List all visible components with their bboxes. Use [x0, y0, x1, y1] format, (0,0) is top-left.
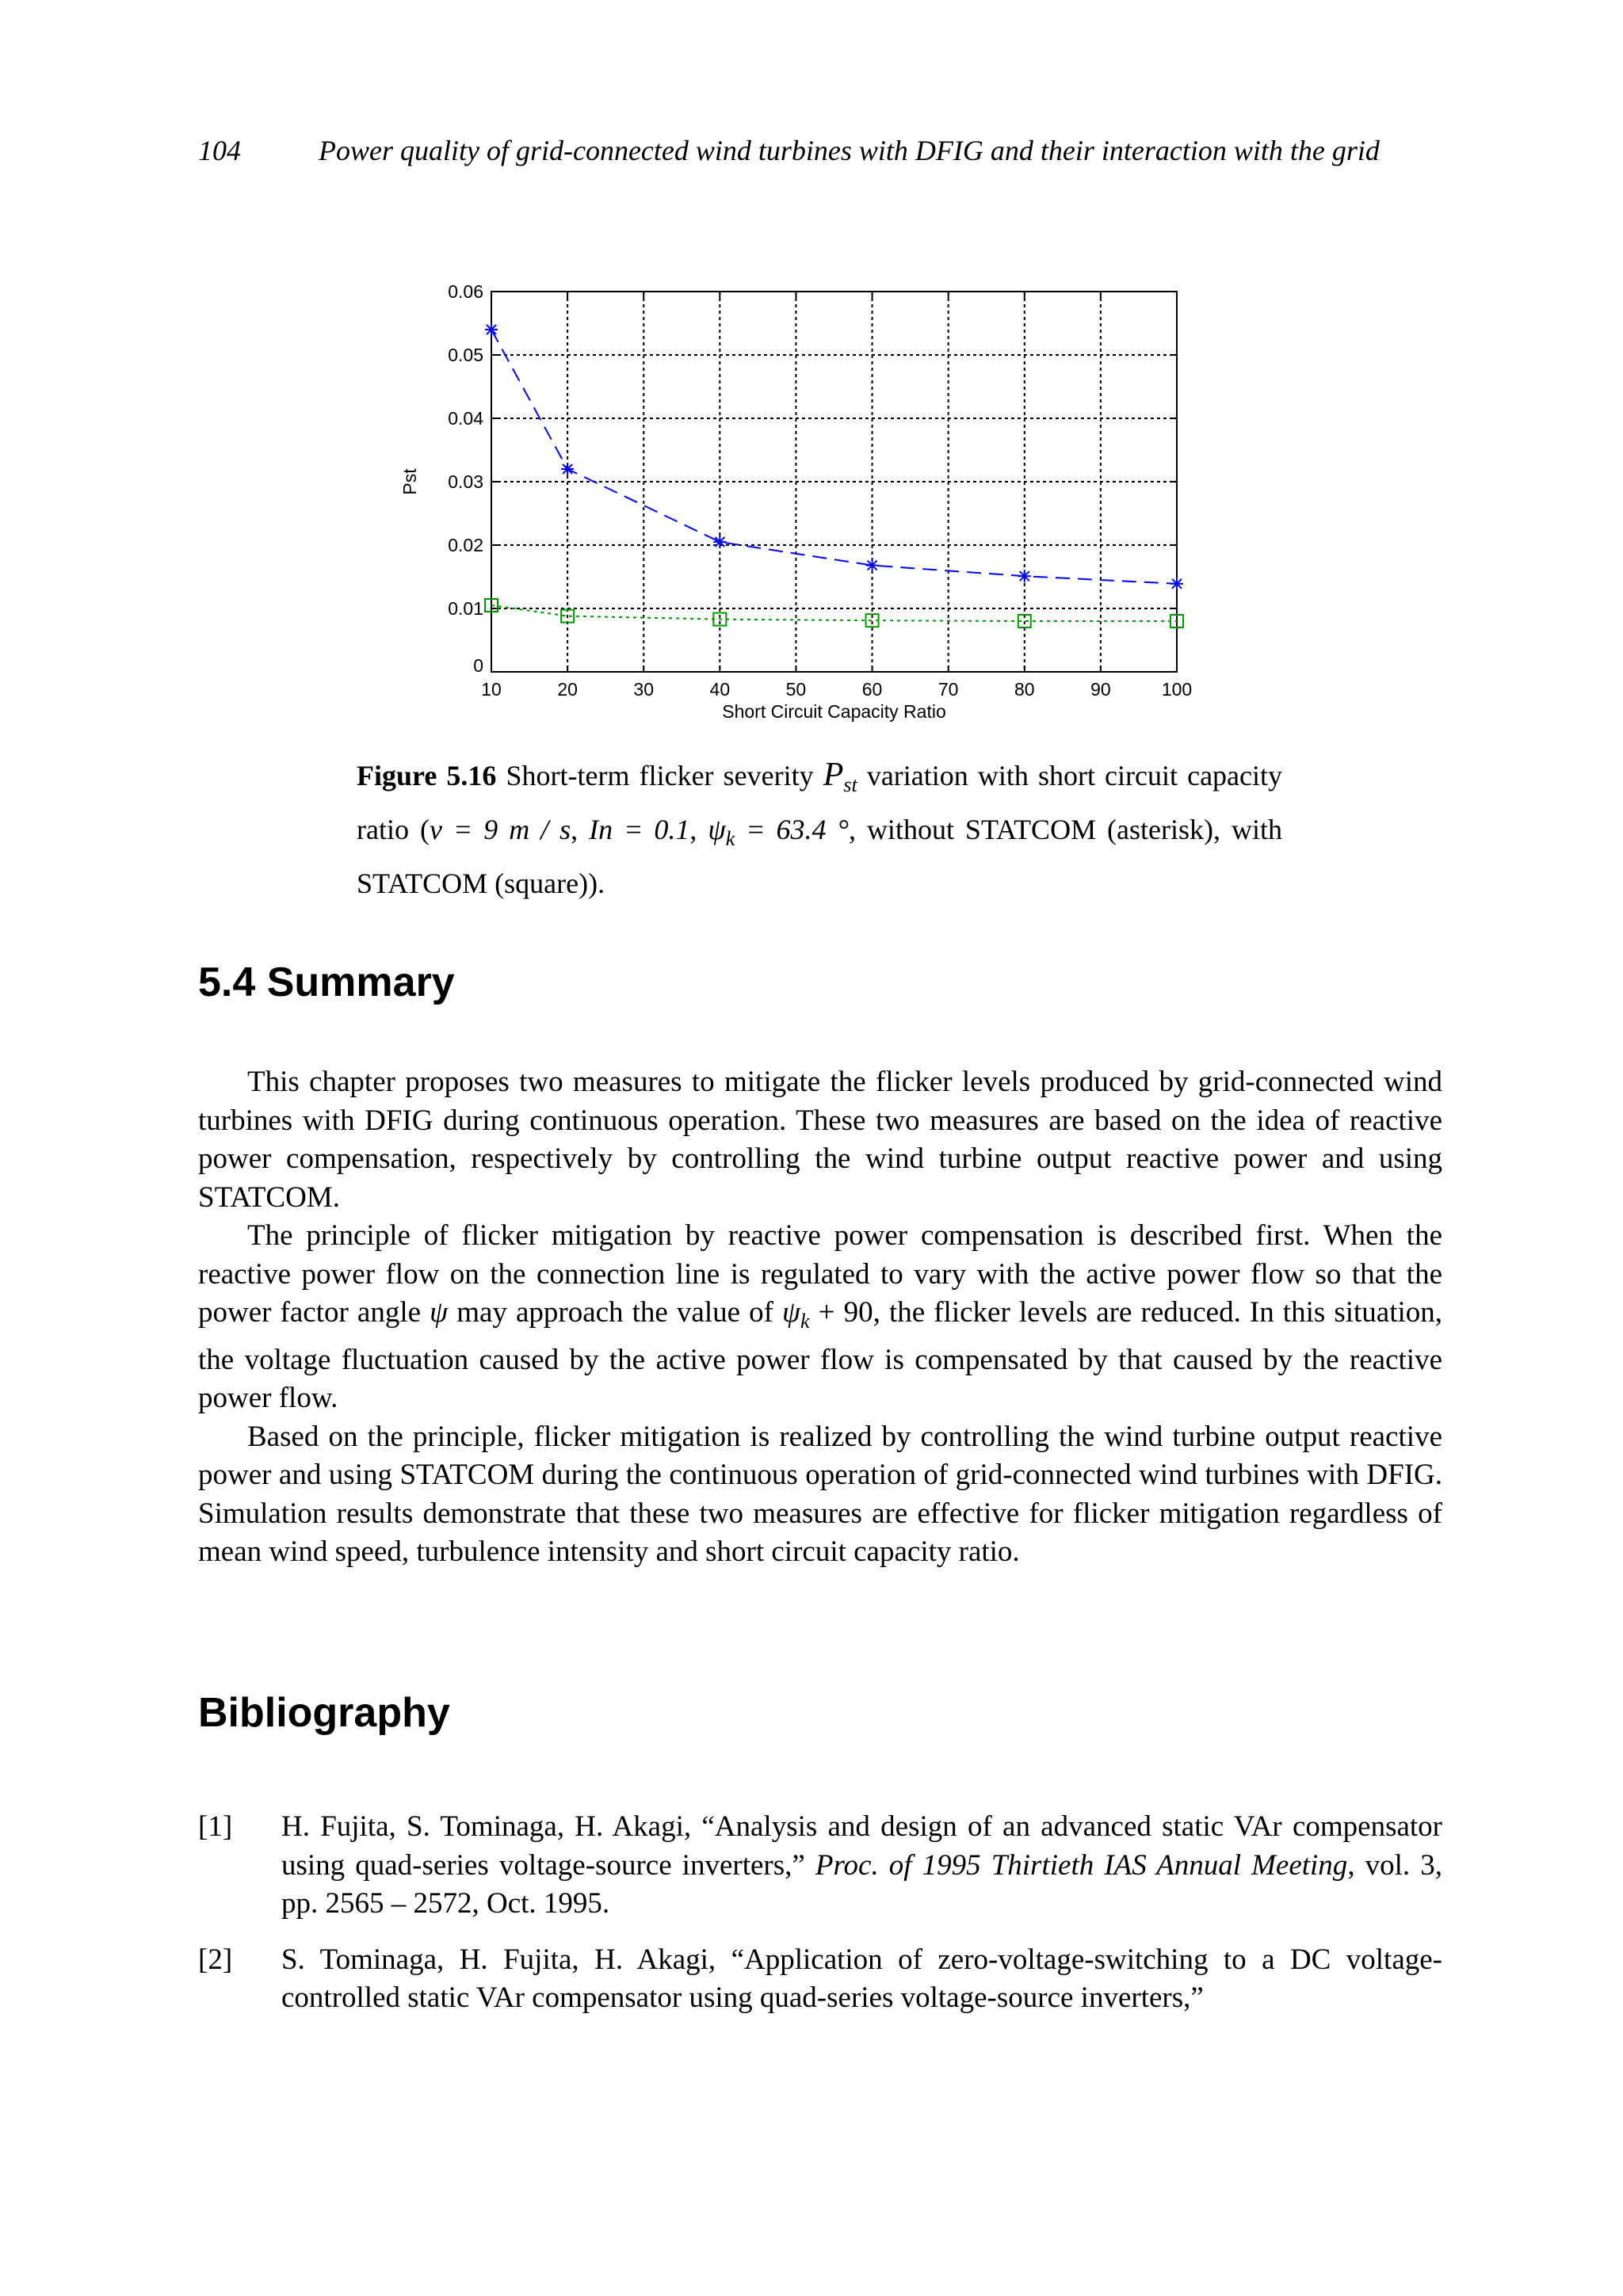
y-tick-label: 0.06 [448, 281, 483, 302]
bib-item [198, 1808, 1442, 1924]
figure-label: Figure 5.16 [357, 760, 497, 791]
bib-text: S. Tominaga, H. Fujita, H. Akagi, “Application of zero-voltage-switching to a DC voltage-controlled static VAr compensator using quad-series voltage-source inverters,” [281, 1943, 1442, 2014]
x-axis-label: Short Circuit Capacity Ratio [722, 701, 946, 722]
bib-number: [2] [198, 1943, 233, 1976]
asterisk-marker [561, 463, 574, 475]
pst-scr-chart [380, 269, 1220, 737]
caption-paren: ( [419, 814, 430, 845]
x-tick-label: 70 [938, 679, 959, 700]
figure-caption: Figure 5.16 Short-term flicker severity $P_{st}$ variation with short circuit capacity ratio (v = 9 m / s, In = 0.1, $\psi_k = 63.4$ °, without STATCOM (asterisk), with STATCOM (square)). [357, 757, 1283, 899]
psi-symbol: ψ [708, 814, 726, 845]
y-axis-label: Pst [399, 468, 420, 495]
x-tick-label: 50 [785, 679, 807, 700]
x-tick-label: 20 [557, 679, 578, 700]
asterisk-marker [485, 323, 498, 336]
x-tick-label: 10 [481, 679, 502, 700]
psi-subscript: k [725, 827, 735, 850]
asterisk-marker [866, 559, 879, 572]
p2-text-c: , the flicker levels are reduced. In this situation, the voltage fluctuation caused by the active power flow is compensated by that caused by the reactive power flow. [198, 1296, 1443, 1414]
y-tick-label: 0.05 [448, 345, 483, 365]
running-title: Power quality of grid-connected wind turbines with DFIG and their interaction with the grid [319, 135, 1380, 166]
bib-item [198, 1941, 1442, 2018]
y-tick-label: 0.02 [448, 535, 483, 555]
y-tick-label: 0.03 [448, 471, 483, 492]
psi-k-inline: ψ [782, 1296, 801, 1329]
y-tick-label: 0.01 [448, 598, 483, 619]
x-tick-label: 60 [861, 679, 883, 700]
bibliography-heading: Bibliography [198, 1690, 450, 1736]
psi-value: = 63.4 ° [746, 814, 849, 845]
bib-tail: , vol. 3, pp. 2565 – 2572, Oct. 1995. [281, 1848, 1442, 1920]
asterisk-marker [713, 536, 726, 548]
summary-heading: 5.4 Summary [198, 959, 455, 1005]
caption-text-2: variation with short circuit capacity ratio [357, 760, 1283, 845]
bib-text: H. Fujita, S. Tominaga, H. Akagi, “Analysis and design of an advanced static VAr compensator using quad-series voltage-source inverters,” [281, 1810, 1442, 1882]
turbulence-eq: In = 0.1 [589, 814, 690, 845]
x-tick-label: 30 [633, 679, 655, 700]
x-tick-label: 80 [1014, 679, 1035, 700]
summary-body [198, 1063, 1442, 1572]
asterisk-marker [1018, 570, 1031, 582]
p2-text-b: may approach the value of [456, 1296, 773, 1329]
bib-number: [1] [198, 1810, 233, 1843]
running-header [198, 133, 1442, 168]
caption-text-3: without STATCOM (asterisk), with STATCOM (square)). [357, 814, 1282, 899]
page-number: 104 [198, 135, 241, 166]
wind-speed-eq: v = 9 m / s [429, 814, 571, 845]
summary-paragraph-1: This chapter proposes two measures to mitigate the flicker levels produced by grid-connected wind turbines with DFIG during continuous operation. These two measures are based on the idea of reactive power compensation, respectively by controlling the wind turbine output reactive power and using STATCOM. [198, 1066, 1442, 1214]
bibliography-list [198, 1808, 1442, 2035]
plus-90: + 90 [818, 1296, 873, 1329]
bib-venue: Proc. of 1995 Thirtieth IAS Annual Meeting [815, 1848, 1348, 1882]
p2-text-a: The principle of flicker mitigation by reactive power compensation is described first. When the reactive power flow on the connection line is regulated to vary with the active power flow so that the power factor angle [198, 1219, 1442, 1329]
pst-symbol: P [823, 757, 844, 793]
y-tick-label: 0.04 [448, 408, 483, 429]
y-tick-label: 0 [473, 655, 483, 676]
x-tick-label: 40 [709, 679, 731, 700]
caption-text-1: Short-term flicker severity [506, 760, 814, 791]
asterisk-marker [1170, 578, 1183, 590]
pst-subscript: st [843, 773, 857, 796]
summary-paragraph-2 [198, 1217, 1442, 1418]
psi-inline: ψ [430, 1296, 449, 1329]
x-tick-label: 90 [1090, 679, 1111, 700]
summary-paragraph-3: Based on the principle, flicker mitigation is realized by controlling the wind turbine output reactive power and using STATCOM during the continuous operation of grid-connected wind turbines with DFIG. Simulation results demonstrate that these two measures are effective for flicker mitigation regardless of mean wind speed, turbulence intensity and short circuit capacity ratio. [198, 1420, 1442, 1568]
x-tick-label: 100 [1161, 679, 1193, 700]
psi-k-sub: k [800, 1310, 810, 1333]
